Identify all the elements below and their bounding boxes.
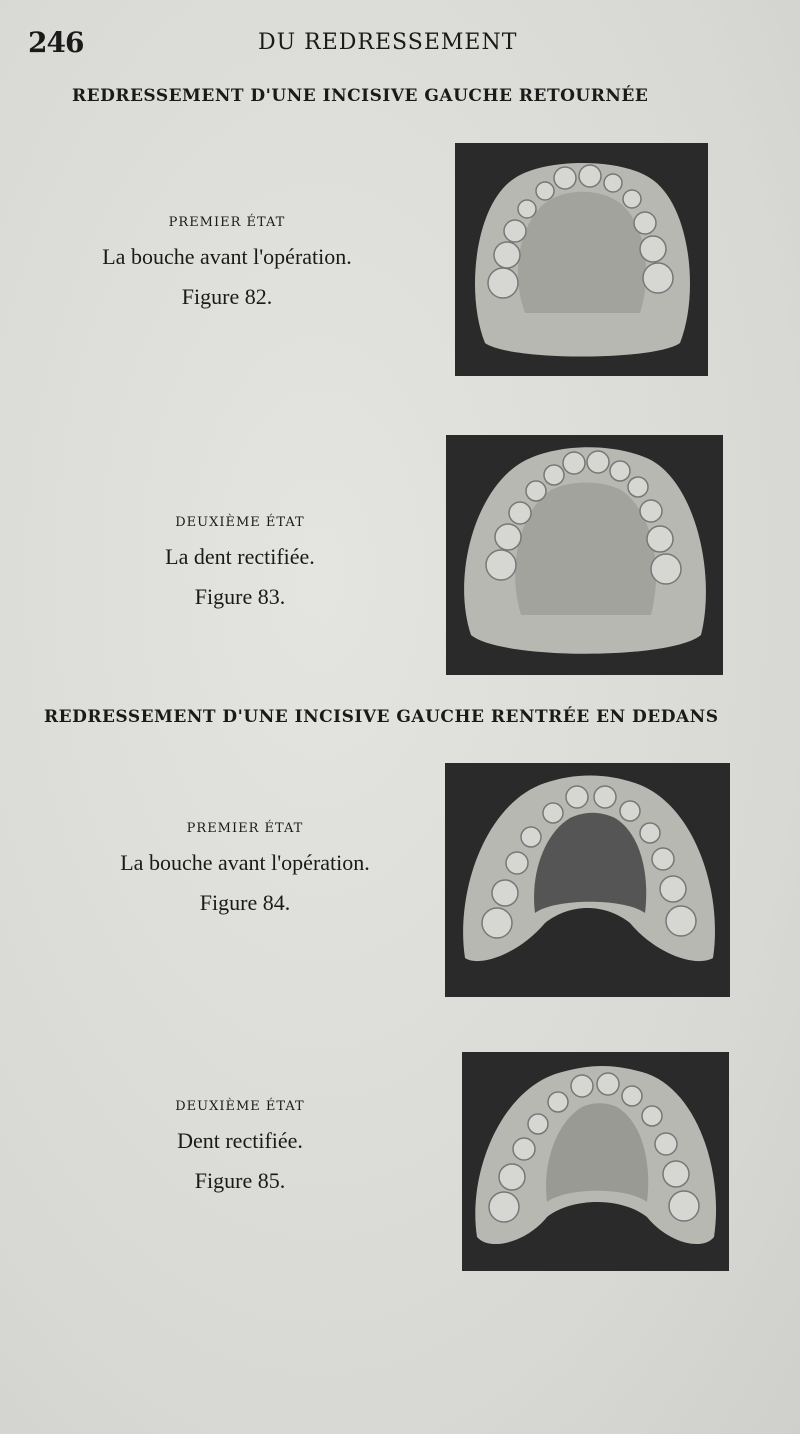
figure-label: Figure 84. bbox=[199, 890, 291, 915]
figure-82-dental-cast-image bbox=[455, 143, 708, 376]
figure-84-dental-cast-image bbox=[445, 763, 730, 997]
figure-description: Dent rectifiée. bbox=[177, 1128, 303, 1153]
caption-figure-84 bbox=[90, 821, 400, 916]
state-label: DEUXIÈME ÉTAT bbox=[175, 515, 305, 530]
figure-description: La bouche avant l'opération. bbox=[120, 850, 370, 875]
page-number: 246 bbox=[28, 26, 84, 59]
figure-83-dental-cast-image bbox=[446, 435, 723, 675]
figure-label: Figure 85. bbox=[194, 1168, 286, 1193]
figure-label: Figure 82. bbox=[181, 284, 273, 309]
caption-figure-82 bbox=[74, 215, 380, 310]
figure-85-dental-cast-image bbox=[462, 1052, 729, 1271]
section-heading-retournee: REDRESSEMENT D'UNE INCISIVE GAUCHE RETOURNÉE bbox=[72, 86, 649, 106]
figure-description: La bouche avant l'opération. bbox=[102, 244, 352, 269]
caption-figure-83 bbox=[90, 515, 390, 610]
caption-figure-85 bbox=[90, 1099, 390, 1194]
section-heading-rentree-en-dedans: REDRESSEMENT D'UNE INCISIVE GAUCHE RENTRÉE EN DEDANS bbox=[44, 707, 719, 727]
state-label: DEUXIÈME ÉTAT bbox=[175, 1099, 305, 1114]
figure-label: Figure 83. bbox=[194, 584, 286, 609]
state-label: PREMIER ÉTAT bbox=[186, 821, 304, 836]
state-label: PREMIER ÉTAT bbox=[168, 215, 286, 230]
figure-description: La dent rectifiée. bbox=[165, 544, 315, 569]
running-head: DU REDRESSEMENT bbox=[258, 30, 518, 55]
